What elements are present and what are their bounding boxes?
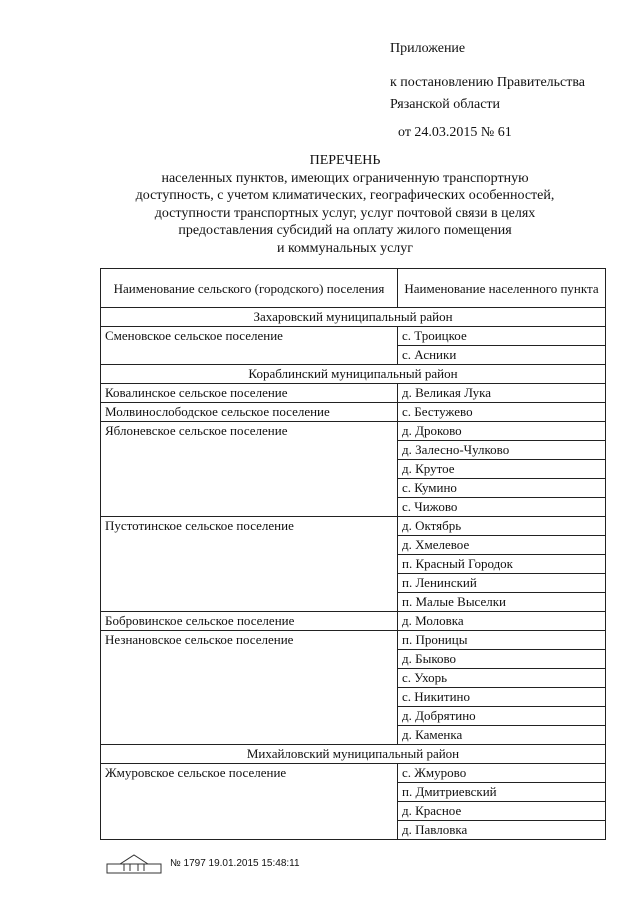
settlement-name: Жмуровское сельское поселение <box>101 764 398 840</box>
title-line: населенных пунктов, имеющих ограниченную транспортную <box>161 170 529 186</box>
locality-name: с. Кумино <box>398 479 606 498</box>
table-row <box>101 422 606 441</box>
locality-name: д. Добрятино <box>398 707 606 726</box>
locality-name: д. Быково <box>398 650 606 669</box>
locality-name: п. Дмитриевский <box>398 783 606 802</box>
locality-name: д. Каменка <box>398 726 606 745</box>
title-heading: ПЕРЕЧЕНЬ <box>309 153 381 168</box>
table-row <box>101 517 606 536</box>
locality-name: д. Залесно-Чулково <box>398 441 606 460</box>
locality-name: д. Моловка <box>398 612 606 631</box>
title-line: предоставления субсидий на оплату жилого помещения <box>178 223 512 238</box>
settlement-name: Ковалинское сельское поселение <box>101 384 398 403</box>
header-settlement: Наименование сельского (городского) поселения <box>101 269 398 308</box>
locality-name: д. Великая Лука <box>398 384 606 403</box>
table-row <box>101 384 606 403</box>
district-name: Кораблинский муниципальный район <box>101 365 606 384</box>
locality-name: д. Павловка <box>398 821 606 840</box>
title-line: доступность, с учетом климатических, географических особенностей, <box>135 188 555 203</box>
table-row <box>101 631 606 650</box>
locality-name: с. Троицкое <box>398 327 606 346</box>
registration-stamp: № 1797 19.01.2015 15:48:11 <box>170 858 300 869</box>
locality-name: с. Чижово <box>398 498 606 517</box>
settlement-name: Незнановское сельское поселение <box>101 631 398 745</box>
locality-name: с. Асники <box>398 346 606 365</box>
locality-name: д. Красное <box>398 802 606 821</box>
locality-name: п. Красный Городок <box>398 555 606 574</box>
settlement-name: Бобровинское сельское поселение <box>101 612 398 631</box>
settlement-name: Яблоневское сельское поселение <box>101 422 398 517</box>
header-locality: Наименование населенного пункта <box>398 269 606 308</box>
table-row <box>101 612 606 631</box>
settlement-name: Сменовское сельское поселение <box>101 327 398 365</box>
locality-name: д. Октябрь <box>398 517 606 536</box>
table-row <box>101 327 606 346</box>
annex-date-number: от 24.03.2015 № 61 <box>398 125 512 140</box>
locality-name: с. Никитино <box>398 688 606 707</box>
locality-name: п. Малые Выселки <box>398 593 606 612</box>
table-row <box>101 403 606 422</box>
document-title <box>110 152 580 257</box>
settlements-table <box>100 268 606 840</box>
settlement-name: Пустотинское сельское поселение <box>101 517 398 612</box>
district-row <box>101 365 606 384</box>
settlement-name: Молвинослободское сельское поселение <box>101 403 398 422</box>
locality-name: д. Хмелевое <box>398 536 606 555</box>
title-line: доступности транспортных услуг, услуг почтовой связи в целях <box>154 205 536 221</box>
locality-name: с. Жмурово <box>398 764 606 783</box>
annex-label: Приложение <box>390 41 466 56</box>
district-name: Захаровский муниципальный район <box>101 308 606 327</box>
table-header-row <box>101 269 606 308</box>
locality-name: п. Проницы <box>398 631 606 650</box>
table-row <box>101 764 606 783</box>
title-line: и коммунальных услуг <box>276 240 414 256</box>
locality-name: д. Дроково <box>398 422 606 441</box>
district-row <box>101 308 606 327</box>
district-row <box>101 745 606 764</box>
annex-block <box>390 38 585 144</box>
annex-resolution: к постановлению Правительства <box>390 75 586 90</box>
locality-name: с. Ухорь <box>398 669 606 688</box>
district-name: Михайловский муниципальный район <box>101 745 606 764</box>
building-stamp-icon <box>106 852 162 874</box>
annex-region: Рязанской области <box>390 97 501 112</box>
locality-name: с. Бестужево <box>398 403 606 422</box>
locality-name: п. Ленинский <box>398 574 606 593</box>
locality-name: д. Крутое <box>398 460 606 479</box>
